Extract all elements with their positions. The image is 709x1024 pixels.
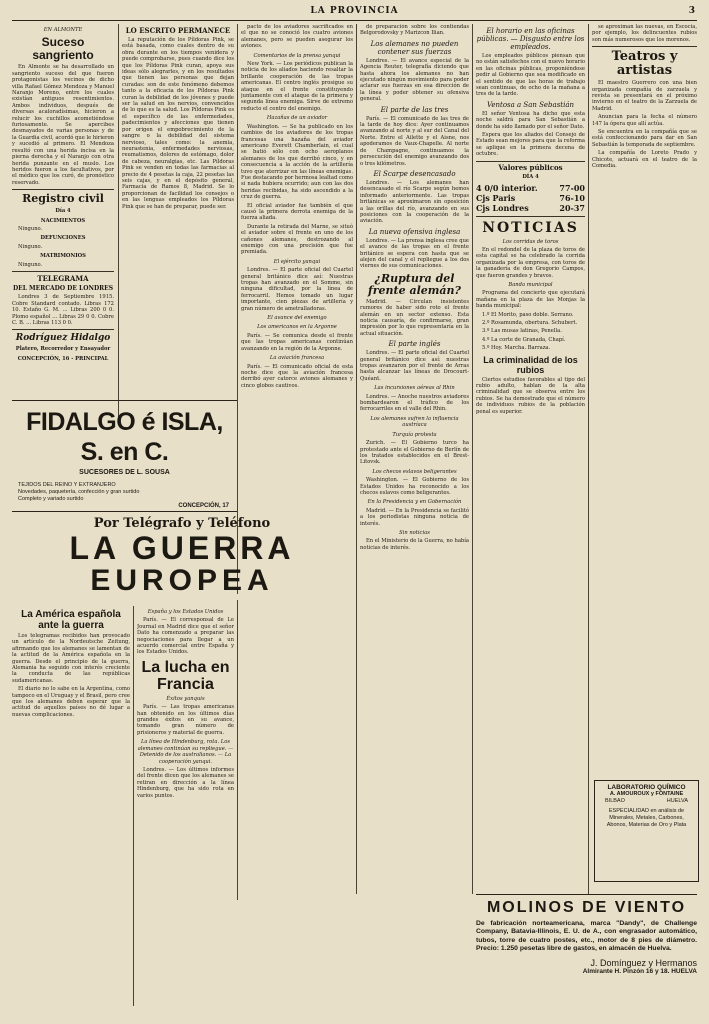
valores-label: Cjs Londres: [476, 202, 529, 213]
teatros-title: Teatros y artistas: [611, 49, 678, 79]
war-column-b: [137, 606, 234, 1010]
war-h2: España y los Estados Unidos: [147, 609, 224, 615]
column-rule: [588, 24, 589, 894]
col6-p5: La compañía de Loreto Prado y Chicote, actuará en el teatro de la Comedia.: [592, 150, 697, 170]
col3-p1: New York. — Los periódicos publican la noticia de los aliados haciendo resaltar la brillante cooperación de las tropas americanas. El centro inglés prosigue su ataque en el frente constituyendo juntamente con el ataque de la primera y segunda línea enemiga. Sirve de extremo reducto el centro del enemigo.: [241, 61, 353, 112]
article-body: La reputación de los Píldoras Pink, se está basada, como cuales dentro de su obra durante en los tiempos venidera y puede comprobarse, pues cuando dice los que los Píldoras Pink curan, apoya sus ideas sólo alegrarles, y en los resultados que tienen las personas que dejan curadas: son de este fenómeno debemos tanto a la eficacia de los Píldoras Pink curan la debilidad de los jóvenes y puede ser la salud en los nervios, convencidos de lo que es la salud. Los Píldoras Pink es el específico de las enfermedades, padecimientos y afecciones que tienen por origen el empobrecimiento de la sangre o la debilidad del sistema nervioso, tales como: la anemia, neurastenia, enfermedades nerviosas, reumatismos, dolores de estómago, dolor de cabeza, neuralgias, etc. Las Píldoras Pink se venden en todas las farmacias al precio de 4 pesetas la caja, 22 pesetas las seis cajas, y en el depósito general, Farmacia de Ramos 8, Madrid. Se lo proporcionan de facilidad los consejos o en las lenguas empleados los Píldoras Pink que se han de preparar, puede ser.: [122, 37, 234, 210]
column-rule: [472, 24, 473, 894]
valores-value: 77-00: [559, 182, 585, 193]
fidalgo-cat1: TEJIDOS DEL REINO Y EXTRANJERO: [18, 482, 116, 488]
col5-h2: Ventosa a San Sebastián: [486, 100, 575, 109]
lab-city: HUELVA: [666, 798, 688, 804]
col4-h6: El parte inglés: [388, 340, 441, 349]
bottom-h1: Las incursiones aéreas al Rhin: [374, 385, 455, 392]
valores-row: [476, 183, 585, 193]
war-h7: La aviación francesa: [269, 355, 325, 362]
war-subtitle: Por Telégrafo y Teléfono: [93, 516, 271, 531]
col4-h5: ¿Ruptura del frente alemán?: [368, 271, 461, 297]
page-number: 3: [688, 6, 695, 16]
col4-p1: Londres. — El avance especial de la Agencia Reuter, telegrafía diciendo que hasta ahora los alemanes no han ejecutado ningún movimiento para poder aclarar sus fuerzas en esa dirección de la línea y poder obtener su ofensiva general.: [360, 57, 469, 103]
col4-h3: El Scarpe desencasado: [373, 169, 456, 178]
fidalgo-cat2: Novedades, paquetería, confección y gran surtido: [18, 489, 140, 495]
col3-p4: Durante la retirada del Marne, se situó el aviador sobre el frente en uno de los cañones alemanes, destrozando al enemigo con una precisión que fue premiada.: [241, 223, 353, 256]
bottom-p4: Madrid. — En la Presidencia se facilitó a los periodistas ninguna noticia de interés.: [360, 507, 469, 527]
column-rule: [237, 24, 238, 594]
war-p5: Londres. — Los últimos informes del frente dicen que los alemanes se retiran en dirección a la línea Hindenburg, que ha sido rota en varios puntos.: [137, 766, 234, 799]
lab-names: A. AMOUROUX y FONTAINE: [609, 791, 684, 797]
telegrama-body: Londres 3 de Septiembre 1915. Cobre Standard contado. Libras 172 10. Estaño G. M. ... Libras 200 0 0. Plomo español ... Libras 29 0 0. Cobre C. B. ... Libras 113 0 0.: [12, 294, 114, 326]
rodriguez-ad-address: CONCEPCIÓN, 16 - PRINCIPAL: [17, 355, 109, 362]
bottom-p5: En el Ministerio de la Guerra, no había noticias de interés.: [360, 538, 469, 551]
war-title-1: LA GUERRA: [69, 530, 295, 566]
headline: Suceso sangriento: [32, 35, 94, 63]
war-p6: París. — Se comunica desde el frente que las tropas americanas continúan avanzando en la región de la Argonne.: [241, 332, 353, 352]
masthead: [12, 6, 697, 21]
column-rule: [118, 24, 119, 424]
col3-h2: Hazañas de un aviador: [266, 115, 328, 122]
molinos-seller: J. Domínguez y Hermanos: [590, 957, 697, 968]
col4-p3: Londres. — Los alemanes han desencasado el río Scarpe según hemos informado anteriormente. Las tropas británicas se aproximaron sin oposición a las orillas del río, avanzando en sus posiciones con la cooperación de la aviación.: [360, 179, 469, 225]
registro-date: Día 4: [55, 208, 71, 215]
valores-label: Cjs Paris: [476, 192, 516, 203]
bottom-h4: Los checos eslavos beligerantes: [372, 468, 457, 475]
lab-city: BILBAO: [605, 798, 625, 804]
column-3: [241, 24, 353, 1004]
col3-p5: Londres. — El parte oficial del Cuartel general británico dice así: Nuestras tropas han avanzado en el Somme, sin ninguna dificultad, por la línea de ferrocarril. Hemos tomado un lugar importante, cien piezas de artillería y gran número de ametralladoras.: [241, 267, 353, 312]
col4-h2: El parte de las tres: [380, 105, 449, 114]
fidalgo-advertisement: [12, 400, 237, 512]
telegrama-sub: DEL MERCADO DE LONDRES: [12, 284, 114, 292]
programa-item: 1.º El Morito, paso doble. Serrano.: [482, 311, 574, 318]
war-p2: El diario no lo sabe en la Argentina, como tampoco en el Uruguay y el Brasil, pero cree que los alemanes deben esperar que la actitud de aquellos países no dé lugar a nuevas complicaciones.: [12, 686, 130, 718]
col6-p2: El maestro Guerrero con una bien organizada compañía de zarzuela y revista se presentará en el próximo invierno en el teatro de la Zarzuela de Madrid.: [592, 80, 697, 112]
lab-body: ESPECIALIDAD en análisis de Minerales, Metales, Carbones, Abonos, Materias de Oro y Plata: [606, 808, 687, 828]
column-rule: [133, 606, 134, 1006]
war-h1: La América española ante la guerra: [21, 609, 121, 631]
molinos-advertisement: [476, 894, 697, 1013]
noticias-title: NOTICIAS: [482, 219, 579, 236]
fidalgo-sub: SUCESORES DE L. SOUSA: [79, 469, 170, 476]
valores-title: Valores públicos: [498, 162, 563, 172]
col4-p5: Madrid. — Circulan insistentes rumores de haber sido roto el frente alemán en un sector extenso. Esta noticia causaría, de confirmarse, gran impresión por lo que representaría en la actual situación.: [360, 298, 469, 337]
war-h4: Éxitos yanquis: [166, 695, 205, 702]
valores-row: [476, 203, 585, 213]
article-body: En Almonte se ha desarrollado un sangriento suceso del que fueron protagonistas los vecinos de dicho villa Rafael Gómez Mendoza y Manuel Naranjo Moreno, entre los cuales existían antiguos resentimientos. Ambos individuos, después de diversas acaloradísimas, hicieron a relucir los cuchillos acometiéndose furiosamente. Se apercibes desmayados de varias personas y de la Guardia civil, acordó que le hirieron y sucedió al primero. El Mendoza resultó con una herida incisa en la pierna derecha y el Naranjo con otra herida punzante en el muslo. Los heridos fueron a los facultativos, por el médico que los curó, de pronóstico reservado.: [12, 64, 114, 186]
col5-p2: El señor Ventosa ha dicho que esta noche saldrá para San Sebastián a donde ha sido llamado por el señor Dato.: [476, 110, 585, 130]
lab-title: LABORATORIO QUÍMICO: [607, 784, 686, 791]
col5-h5: La criminalidad de los rubios: [483, 354, 578, 375]
col3-h3: El ejército yanqui: [273, 258, 321, 265]
bottom-h5: En la Presidencia y en Gobernación: [367, 499, 462, 506]
col6-p4: Se encuentra en la compañía que se está confeccionando para dar en San Sebastián la temporada de septiembre.: [592, 129, 697, 148]
col5-h4: Banda municipal: [508, 281, 553, 288]
molinos-description: De fabricación norteamericana, marca "Dandy", de Challenge Company, Batavia-Illinois, E. U. de A., con engrasador automático, tubos, torre de cuatro postes, etc., motor de 8 pies de diámetro. Precio: 1.250 pesetas libre de gastos, en almacén de Huelva.: [476, 920, 697, 953]
rodriguez-ad-line: Platero, Recorredor y Ensayador: [15, 346, 111, 353]
col4-h4: La nueva ofensiva inglesa: [368, 227, 461, 236]
valores-value: 20-37: [559, 202, 585, 213]
col3-p2: Washington. — Se ha publicado en los cambios de los aviadores de los tropas francesas una hazaña del aviador americano Everett Chamberlain, el cual se batió sólo con ocho aeroplanos alemanes de los que derribó cinco, y en consecuencia a la acción de la artillería tuvo que aterrizar en las líneas enemigas. Fue destacando por hermosa lealtad como si nada hubiera ocurrido; aun con las dos heridas recibidas, ha sido ascendido a la cruz de guerra.: [241, 123, 353, 201]
programa-item: 5.º Hoy. Marcha. Barraza.: [482, 345, 551, 352]
col5-p5: Programa del concierto que ejecutará mañana en la plaza de las Monjas la banda municipal:: [476, 290, 585, 310]
col6-p3: Anuncian para la fecha el número 147 la ópera que allí actúa.: [592, 114, 697, 127]
col5-h1: El horario en las oficinas públicas. — Disgusto entre los empleados.: [476, 27, 585, 51]
def-label: DEFUNCIONES: [40, 235, 86, 242]
bottom-h6: Sin noticias: [399, 529, 430, 536]
nac-value: Ninguno.: [18, 225, 43, 232]
war-h3: La lucha en Francia: [141, 658, 230, 693]
bottom-p2: Zurich. — El Gobierno turco ha protestado ante el Gobierno de Berlín de los tratados establecidos en el Brest-Litovsk.: [360, 440, 469, 466]
laboratorio-advertisement: [594, 780, 699, 882]
col4-p6: Londres. — El parte oficial del Cuartel general británico dice así: nuestras tropas avanzaron por el frente de Arras hasta alcanzar las líneas de Drocourt-Quéant.: [360, 350, 469, 382]
col6-p1: se aproximan las nuevas, en Escocia, por ejemplo, los delincuentes rubios son más numerosos que los morenos.: [592, 24, 697, 43]
masthead-title: LA PROVINCIA: [310, 6, 399, 16]
fidalgo-cat3: Completo y variado surtido: [18, 496, 84, 502]
col5-p6: Ciertos estudios favorables al tipo del rubio adulto, hablan de la alta criminalidad que se observa entre los rubios. Se ha demostrado que el número de individuos rubios de la población penal es superior.: [476, 376, 585, 415]
war-h5: La línea de Hindenburg, rota. Los alemanes continúan su repliegue. — Detenido de los australianos. — La cooperación yanqui.: [137, 739, 234, 765]
war-h6: Los americanos en la Argonne: [257, 324, 337, 331]
registro-title: Registro civil: [22, 192, 104, 206]
col5-p4: En el redondel de la plaza de toros de esta capital se ha celebrado la corrida organizada por la empresa, con toros de la ganadería de don Gregorio Campos, que fueron grandes y bravos.: [476, 246, 585, 279]
molinos-title: MOLINOS DE VIENTO: [486, 899, 687, 916]
war-column-a: [12, 606, 130, 1010]
column-5: [476, 24, 585, 892]
bottom-p1: Londres. — Anoche nuestros aviadores bombardearon el tráfico de los ferrocarriles en el valle del Rhin.: [360, 393, 469, 413]
valores-value: 76-10: [559, 192, 585, 203]
valores-label: 4 0/0 interior.: [476, 182, 538, 193]
rodriguez-ad-name: Rodríguez Hidalgo: [15, 333, 111, 344]
war-p7: París. — El comunicado oficial de esta noche dice que la aviación francesa derribó ayer catorce aviones alemanes y cinco globos cautivos.: [241, 363, 353, 389]
column-rule: [237, 600, 238, 900]
fidalgo-address: CONCEPCIÓN, 17: [178, 503, 229, 509]
mat-label: MATRIMONIOS: [40, 253, 86, 260]
molinos-address: Almirante H. Pinzón 16 y 18. HUELVA: [582, 967, 697, 975]
col3-top: pacto de los aviadores sacrificados en el que no se conoció los cuatro aviones alemanes, pero se pueden asegurar los aviones.: [241, 24, 353, 50]
section-label: EN ALMONTE: [43, 27, 83, 33]
programa-item: 2.º Rosamunda, obertura. Schubert.: [482, 319, 578, 326]
column-4: [360, 24, 469, 894]
col3-h4: El avance del enemigo: [267, 315, 327, 322]
col4-top: de preparación sobre los contiendas Belgorodovsky y Marizcon Ilian.: [360, 24, 469, 37]
column-rule: [356, 24, 357, 894]
column-1: [12, 24, 114, 414]
war-p3: París. — El corresponsal de Le Journal en Madrid dice que el señor Dato ha comenzado a preparar las negociaciones para llegar a un acuerdo comercial entre España y los Estados Unidos.: [137, 617, 234, 656]
telegrama-title: TELEGRAMA: [37, 273, 89, 283]
fidalgo-name: FIDALGO é ISLA, S. en C.: [26, 408, 223, 466]
column-6: [592, 24, 697, 892]
bottom-h3: Turquía protesta: [392, 431, 437, 438]
col3-p3: El oficial aviador fue también el que causó la primera derrota enemiga de la fuerza aliada.: [241, 202, 353, 222]
lab-cities: [595, 798, 698, 805]
valores-row: [476, 193, 585, 203]
col4-p4: Londres. — La prensa inglesa cree que el avance de las tropas en el frente británico se espera con hasta que se alejen del canal y el repliegue a los dos viernes de sus comunicaciones.: [360, 237, 469, 270]
bottom-h2: Los alemanes sufren la influencia austríaca: [370, 415, 459, 429]
war-p4: París. — Las tropas americanas han obtenido en los últimos días grandes éxitos en su avance, tomando gran número de prisioneros y material de guerra.: [137, 704, 234, 736]
mat-value: Ninguno.: [18, 261, 43, 268]
col5-p3: Espera que los aliados del Consejo de Estado sean mejores para que la reforma se aplique en la primera decena de octubre.: [476, 132, 585, 158]
headline: LO ESCRITO PERMANECE: [125, 26, 231, 35]
valores-date: DÍA 4: [522, 174, 539, 181]
programa-item: 4.º La corte de Granada, Chapí.: [482, 336, 566, 343]
col5-p1: Los empleados públicos piensan que no están satisfechos con el nuevo horario en las oficinas públicas, proponiéndose pedir al Gobierno que sea modificado en el sentido de que las horas de trabajo sean continuas, de ocho de la mañana a tres de la tarde.: [476, 53, 585, 98]
def-value: Ninguno.: [18, 243, 43, 250]
bottom-p3: Washington. — El Gobierno de los Estados Unidos ha reconocido a los checos eslavos como beligerantes.: [360, 477, 469, 496]
col3-h1: Comentarios de la prensa yanqui: [253, 52, 341, 59]
column-2: [122, 24, 234, 402]
col5-h3: Los corridas de toros: [502, 238, 559, 245]
programa-item: 3.º Las musas latinas, Penella.: [482, 328, 562, 335]
nac-label: NACIMIENTOS: [40, 217, 86, 224]
war-title-2: EUROPEA: [90, 564, 274, 597]
war-p1: Los telegramas recibidos han provocado un artículo de la Nordeutsche Zeitung, afirmando que los alemanes se lamentan de la actitud de la América española en la guerra. Desde el principio de la guerra, Alemania ha seguido con interés creciente la conducta de las repúblicas sudamericanas.: [12, 633, 130, 684]
col4-h1: Los alemanes no pueden contener sus fuerzas: [370, 39, 459, 56]
col4-p2: París. — El comunicado de las tres de la tarde de hoy dice: Ayer continuamos avanzando al norte y al sur del Canal del Norte. Entre el Ailette y el Aisne, nos apoderamos de Vaux-Chapelle. Al norte de Champagne, continuamos la persecución del enemigo avanzando dos o tres kilómetros.: [360, 115, 469, 167]
